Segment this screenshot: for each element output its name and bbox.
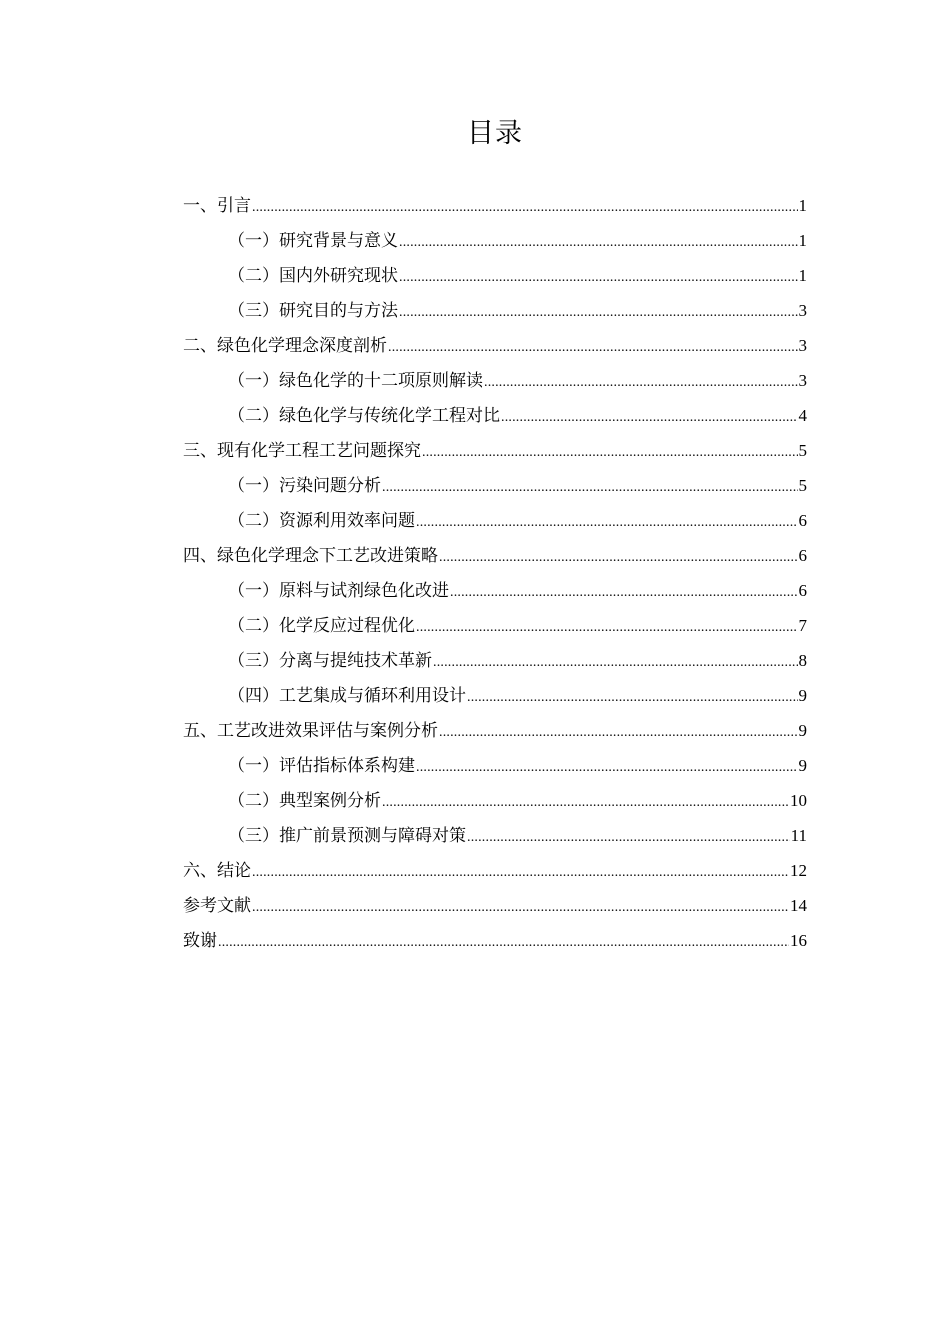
toc-entry[interactable]	[183, 188, 807, 223]
toc-entry-page: 8	[798, 651, 807, 670]
toc-dot-leader	[252, 190, 798, 225]
toc-entry[interactable]	[183, 363, 807, 398]
toc-entry-label: 六、结论	[183, 861, 251, 881]
toc-entry-page: 14	[790, 896, 807, 915]
toc-entry-label: （四）工艺集成与循环利用设计	[228, 686, 466, 706]
toc-dot-leader	[399, 260, 798, 295]
toc-entry-label: （二）资源利用效率问题	[228, 511, 415, 531]
toc-entry-label: （三）研究目的与方法	[228, 301, 398, 321]
toc-dot-leader	[388, 330, 798, 365]
toc-entry-label: （三）推广前景预测与障碍对策	[228, 826, 466, 846]
toc-entry-page: 4	[798, 406, 807, 425]
toc-entry-label: 四、绿色化学理念下工艺改进策略	[183, 546, 438, 566]
toc-entry-label: 二、绿色化学理念深度剖析	[183, 336, 387, 356]
toc-entry-label: （一）原料与试剂绿色化改进	[228, 581, 449, 601]
toc-entry[interactable]	[183, 398, 807, 433]
toc-title: 目录	[467, 118, 523, 149]
toc-entry[interactable]	[183, 468, 807, 503]
toc-entry-page: 6	[798, 546, 807, 565]
toc-entry-page: 1	[798, 266, 807, 285]
toc-entry-label: 三、现有化学工程工艺问题探究	[183, 441, 421, 461]
toc-dot-leader	[422, 435, 798, 470]
toc-entry[interactable]	[183, 818, 807, 853]
toc-entry-label: 参考文献	[183, 896, 251, 916]
toc-dot-leader	[484, 365, 798, 400]
toc-entry-page: 5	[798, 441, 807, 460]
toc-entry[interactable]	[183, 608, 807, 643]
toc-entry-page: 9	[798, 686, 807, 705]
toc-entry[interactable]	[183, 293, 807, 328]
toc-entry-page: 1	[798, 231, 807, 250]
toc-dot-leader	[399, 295, 798, 330]
toc-dot-leader	[439, 715, 798, 750]
toc-entry-label: （二）国内外研究现状	[228, 266, 398, 286]
toc-entry-page: 3	[798, 371, 807, 390]
toc-entry-page: 16	[790, 931, 807, 950]
toc-entry-page: 1	[798, 196, 807, 215]
toc-entry-label: 五、工艺改进效果评估与案例分析	[183, 721, 438, 741]
toc-dot-leader	[450, 575, 798, 610]
table-of-contents	[183, 188, 807, 958]
toc-entry[interactable]	[183, 223, 807, 258]
toc-entry-page: 3	[798, 301, 807, 320]
toc-dot-leader	[382, 470, 798, 505]
toc-dot-leader	[382, 785, 789, 820]
toc-entry-page: 12	[790, 861, 807, 880]
toc-dot-leader	[467, 820, 790, 855]
toc-entry[interactable]	[183, 923, 807, 958]
toc-entry-label: （一）研究背景与意义	[228, 231, 398, 251]
toc-entry[interactable]	[183, 643, 807, 678]
toc-entry-page: 11	[790, 826, 807, 845]
toc-dot-leader	[416, 505, 798, 540]
toc-entry[interactable]	[183, 783, 807, 818]
toc-entry-label: 致谢	[183, 931, 217, 951]
toc-entry-label: （二）绿色化学与传统化学工程对比	[228, 406, 500, 426]
toc-entry-label: （一）绿色化学的十二项原则解读	[228, 371, 483, 391]
toc-entry-page: 5	[798, 476, 807, 495]
toc-entry[interactable]	[183, 503, 807, 538]
toc-entry-page: 9	[798, 721, 807, 740]
toc-entry-page: 6	[798, 581, 807, 600]
toc-entry-label: （二）化学反应过程优化	[228, 616, 415, 636]
toc-dot-leader	[467, 680, 798, 715]
toc-dot-leader	[416, 750, 798, 785]
toc-dot-leader	[439, 540, 798, 575]
toc-entry[interactable]	[183, 713, 807, 748]
toc-entry-label: （一）污染问题分析	[228, 476, 381, 496]
toc-dot-leader	[399, 225, 798, 260]
toc-entry[interactable]	[183, 678, 807, 713]
toc-entry[interactable]	[183, 748, 807, 783]
toc-entry-label: （三）分离与提纯技术革新	[228, 651, 432, 671]
toc-entry[interactable]	[183, 853, 807, 888]
toc-entry-page: 7	[798, 616, 807, 635]
toc-entry-page: 10	[790, 791, 807, 810]
toc-entry-label: （二）典型案例分析	[228, 791, 381, 811]
toc-entry-page: 6	[798, 511, 807, 530]
toc-entry-page: 9	[798, 756, 807, 775]
toc-entry[interactable]	[183, 538, 807, 573]
toc-dot-leader	[218, 925, 789, 960]
toc-dot-leader	[252, 855, 789, 890]
toc-entry[interactable]	[183, 258, 807, 293]
toc-entry-page: 3	[798, 336, 807, 355]
toc-entry[interactable]	[183, 888, 807, 923]
toc-dot-leader	[252, 890, 789, 925]
toc-entry[interactable]	[183, 573, 807, 608]
toc-dot-leader	[433, 645, 798, 680]
toc-entry[interactable]	[183, 328, 807, 363]
toc-entry-label: （一）评估指标体系构建	[228, 756, 415, 776]
toc-entry[interactable]	[183, 433, 807, 468]
toc-dot-leader	[501, 400, 798, 435]
toc-entry-label: 一、引言	[183, 196, 251, 216]
toc-dot-leader	[416, 610, 798, 645]
